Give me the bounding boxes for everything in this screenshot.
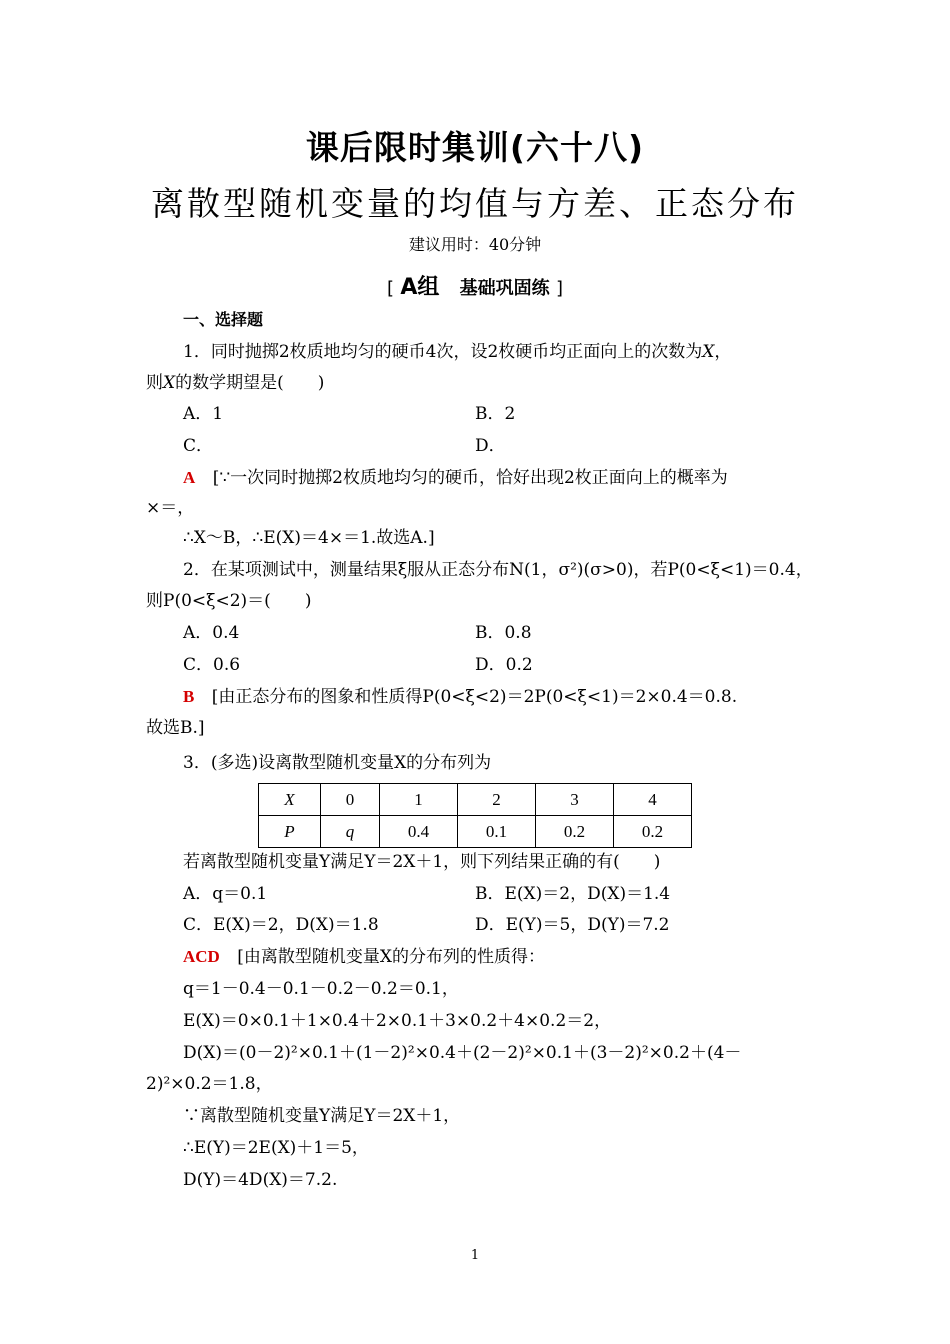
q3-solution-line4: D(X)＝(0－2)²×0.1＋(1－2)²×0.4＋(2－2)²×0.1＋(3－2)²×0.2＋(4－: [183, 1043, 742, 1063]
q1-solution-line1: [183, 466, 728, 490]
q3-option-d: D．E(Y)＝5，D(Y)＝7.2: [475, 915, 670, 935]
table-cell: 2: [458, 784, 536, 816]
q3-solution-line6: ∵离散型随机变量Y满足Y＝2X＋1，: [183, 1106, 461, 1126]
q3-option-b: B．E(X)＝2，D(X)＝1.4: [475, 884, 671, 904]
table-cell: 0: [321, 784, 380, 816]
suggested-time: 建议用时：40分钟: [408, 235, 542, 254]
q1-stem-text: 1．同时抛掷2枚质地均匀的硬币4次，设2枚硬币均正面向上的次数为: [183, 342, 703, 362]
page-title: 课后限时集训(六十八): [305, 128, 645, 167]
q2-solution-text1: [由正态分布的图象和性质得P(0<ξ<2)＝2P(0<ξ<1)＝2×0.4＝0.8.: [211, 687, 738, 707]
page-subtitle: 离散型随机变量的均值与方差、正态分布: [151, 184, 799, 223]
table-cell: 0.1: [458, 816, 536, 848]
q1-stem-line2: [146, 371, 324, 395]
table-cell: q: [321, 816, 380, 848]
q3-option-c: C．E(X)＝2，D(X)＝1.8: [183, 915, 379, 935]
q2-solution-line1: [183, 685, 737, 709]
q3-solution-line2: q＝1－0.4－0.1－0.2－0.2＝0.1，: [183, 979, 459, 999]
q1-option-c: C．: [183, 436, 214, 456]
group-letter: A组: [400, 275, 440, 300]
group-name: 基础巩固练: [459, 278, 550, 299]
q2-solution-line2: 故选B.]: [146, 718, 205, 738]
table-row-p: [259, 816, 692, 848]
table-cell: 0.2: [614, 816, 692, 848]
table-cell: 1: [380, 784, 458, 816]
q1-stem-post: 的数学期望是( ): [175, 373, 325, 393]
group-bracket-left: [: [387, 278, 395, 299]
q3-solution-line5: 2)²×0.2＝1.8，: [146, 1074, 273, 1094]
q3-solution-line3: E(X)＝0×0.1＋1×0.4＋2×0.1＋3×0.2＋4×0.2＝2，: [183, 1011, 612, 1031]
q3-solution-line7: ∴E(Y)＝2E(X)＋1＝5，: [183, 1138, 369, 1158]
q2-option-d: D．0.2: [475, 655, 533, 675]
group-heading: [0, 270, 950, 301]
q1-stem-line1: [183, 340, 731, 364]
q1-var-x: X: [702, 342, 715, 362]
table-cell: P: [259, 816, 321, 848]
table-cell: 3: [536, 784, 614, 816]
q2-option-c: C．0.6: [183, 655, 241, 675]
table-cell: X: [259, 784, 321, 816]
q1-option-a: A．1: [183, 404, 224, 424]
group-bracket-right: ]: [555, 278, 563, 299]
q1-option-d: D．: [475, 436, 506, 456]
q2-stem-line2: 则P(0<ξ<2)＝( ): [146, 591, 312, 611]
q1-solution-line2: ×＝，: [146, 498, 195, 518]
table-cell: 0.2: [536, 816, 614, 848]
q3-option-a: A．q＝0.1: [183, 884, 268, 904]
q1-solution-line3: ∴X～B，∴E(X)＝4×＝1.故选A.]: [183, 528, 435, 548]
q3-answer: ACD: [183, 947, 220, 966]
q2-stem-line1: 2．在某项测试中，测量结果ξ服从正态分布N(1，σ²)(σ>0)，若P(0<ξ<1)＝0.4，: [183, 560, 813, 580]
q3-stem2: 若离散型随机变量Y满足Y＝2X＋1，则下列结果正确的有( ): [183, 852, 661, 872]
q1-answer: A: [183, 468, 196, 487]
distribution-table: [258, 783, 692, 848]
q2-answer: B: [183, 687, 195, 706]
q2-option-a: A．0.4: [183, 623, 240, 643]
q3-stem: 3．(多选)设离散型随机变量X的分布列为: [183, 753, 492, 773]
section-heading: 一、选择题: [183, 310, 264, 329]
q3-solution-text1: [由离散型随机变量X的分布列的性质得：: [237, 947, 545, 967]
q1-stem-pre: 则: [146, 373, 163, 393]
q1-var-x-2: X: [163, 373, 176, 393]
table-cell: 4: [614, 784, 692, 816]
q3-solution-line8: D(Y)＝4D(X)＝7.2.: [183, 1170, 338, 1190]
table-cell: 0.4: [380, 816, 458, 848]
page-number: 1: [470, 1248, 480, 1263]
table-row-x: [259, 784, 692, 816]
q1-option-b: B．2: [475, 404, 516, 424]
q2-option-b: B．0.8: [475, 623, 532, 643]
q3-solution-line1: [183, 945, 545, 969]
q1-stem-comma: ，: [714, 342, 732, 362]
q1-solution-text1: [∵一次同时抛掷2枚质地均匀的硬币，恰好出现2枚正面向上的概率为: [212, 468, 728, 488]
